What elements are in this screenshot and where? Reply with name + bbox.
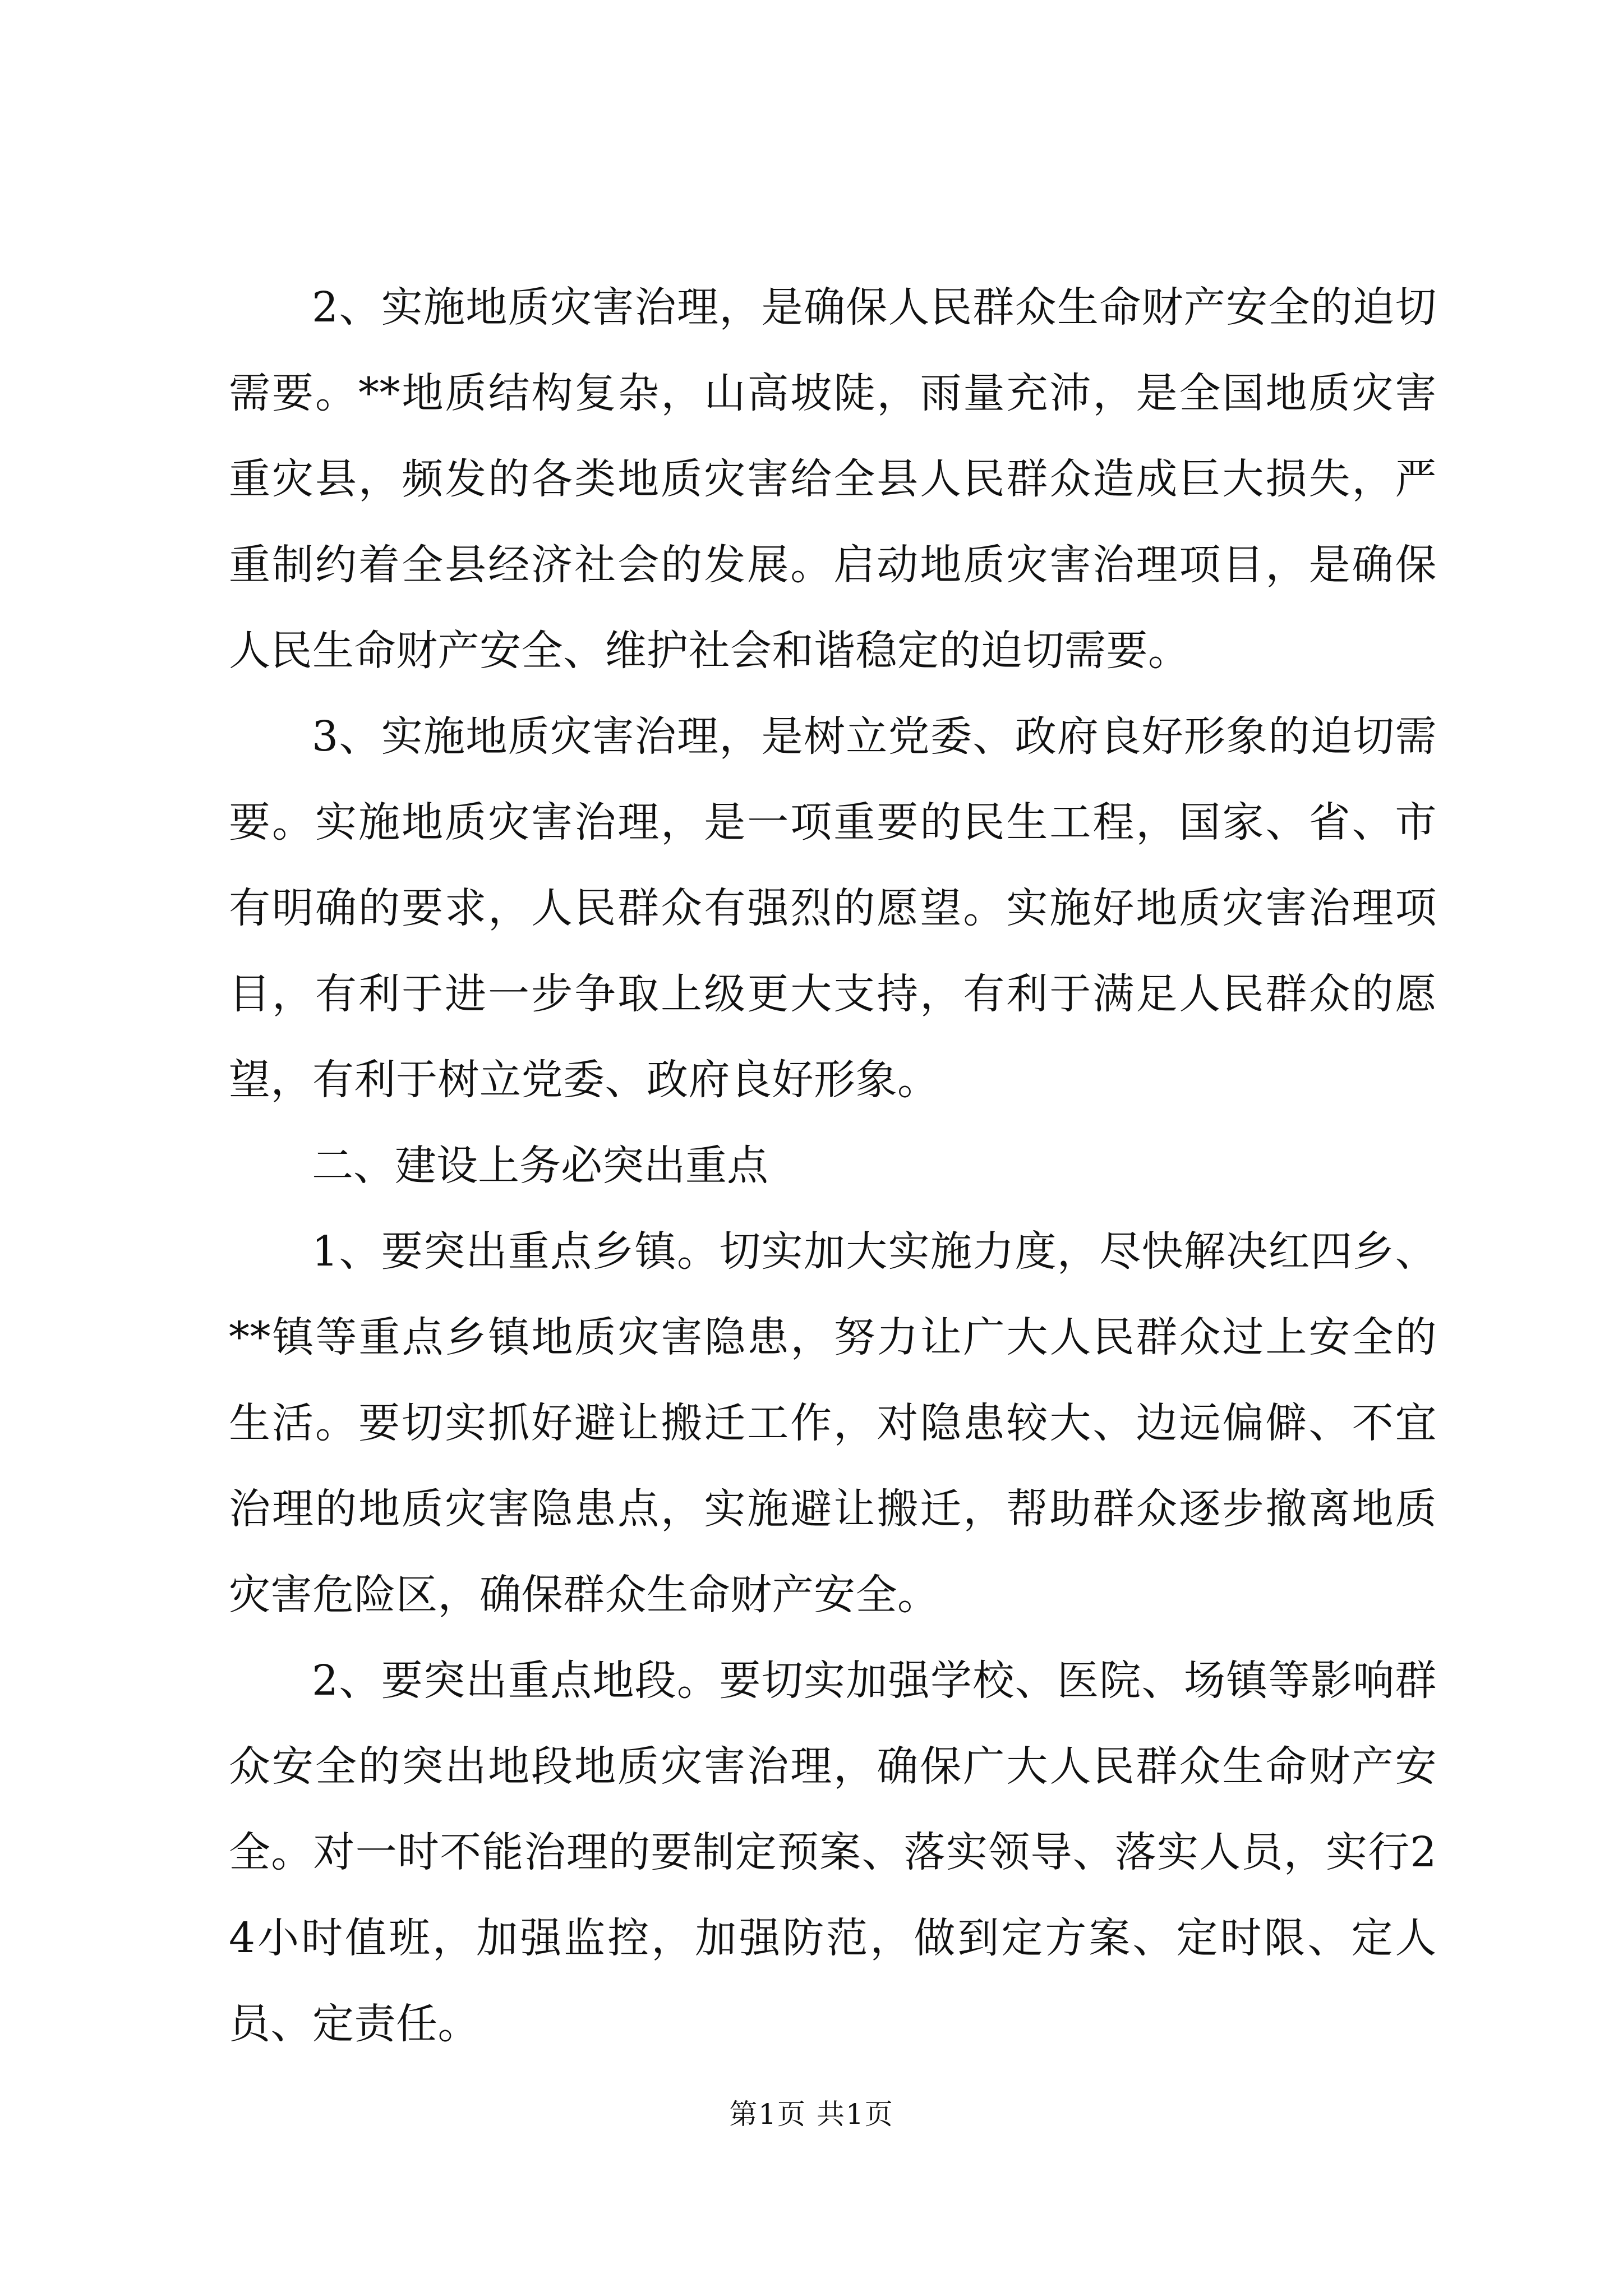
paragraph-item-3: 3、实施地质灾害治理，是树立党委、政府良好形象的迫切需要。实施地质灾害治理，是一项重要的民生工程，国家、省、市有明确的要求，人民群众有强烈的愿望。实施好地质灾害治理项目，有利于进一步争取上级更大支持，有利于满足人民群众的愿望，有利于树立党委、政府良好形象。 [229,712,1437,1104]
paragraph-item-2: 2、实施地质灾害治理，是确保人民群众生命财产安全的迫切需要。**地质结构复杂，山高坡陡，雨量充沛，是全国地质灾害重灾县，频发的各类地质灾害给全县人民群众造成巨大损失，严重制约着全县经济社会的发展。启动地质灾害治理项目，是确保人民生命财产安全、维护社会和谐稳定的迫切需要。 [229,283,1437,675]
paragraph-key-sections: 2、要突出重点地段。要切实加强学校、医院、场镇等影响群众安全的突出地段地质灾害治理，确保广大人民群众生命财产安全。对一时不能治理的要制定预案、落实领导、落实人员，实行24小时值班，加强监控，加强防范，做到定方案、定时限、定人员、定责任。 [229,1657,1437,2048]
page-number-footer: 第1页 共1页 [729,2098,894,2131]
section-heading: 二、建设上务必突出重点 [312,1142,768,1190]
paragraph-key-towns: 1、要突出重点乡镇。切实加大实施力度，尽快解决红四乡、**镇等重点乡镇地质灾害隐患，努力让广大人民群众过上安全的生活。要切实抓好避让搬迁工作，对隐患较大、边远偏僻、不宜治理的地质灾害隐患点，实施避让搬迁，帮助群众逐步撤离地质灾害危险区，确保群众生命财产安全。 [229,1227,1437,1619]
document-body [229,265,1437,2067]
